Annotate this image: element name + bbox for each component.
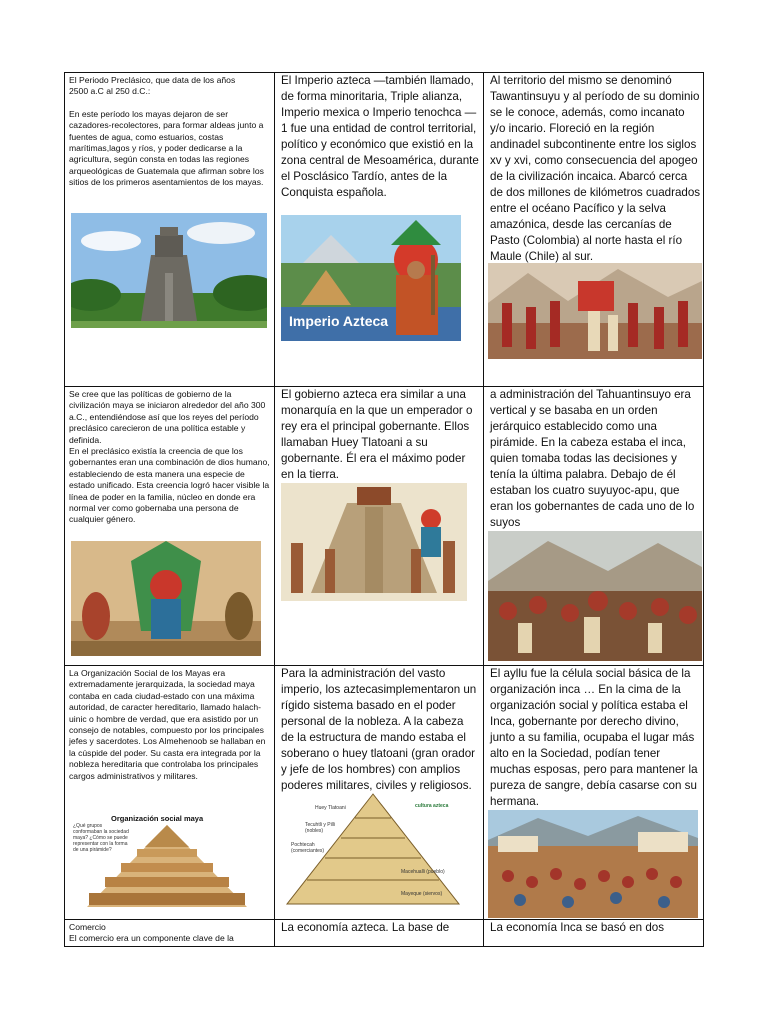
pyramid-level-label: Huey Tlatoani	[315, 805, 346, 811]
tikal-temple-photo	[71, 213, 267, 328]
diagram-question: ¿Qué grupos conformaban la sociedad maya? ¿Cómo se puede representar con la forma de una pirámide?	[73, 823, 129, 853]
aztec-temple-illustration	[281, 483, 467, 601]
cell-text: La economía Inca se basó en dos	[490, 921, 665, 934]
cell-inca-government	[484, 387, 705, 665]
inca-procession-illustration	[488, 263, 702, 359]
maya-ruler-illustration	[71, 541, 261, 656]
pyramid-level-label: Pochtecah (comerciantes)	[291, 842, 325, 854]
maya-social-pyramid-diagram	[71, 811, 267, 915]
cell-text: El Imperio azteca —también llamado, de forma minoritaria, Triple alianza, Imperio mexica o Imperio tenochca —1 fue una entidad de control territorial, político y económico que existió en la zona central de Mesoamérica, durante el Posclásico Tardío, antes de la Conquista española.	[281, 74, 479, 199]
cell-aztec-government	[275, 387, 483, 665]
inca-city-illustration	[488, 810, 698, 918]
cell-maya-social	[65, 666, 274, 919]
pyramid-level-label: Tecuhtli y Pilli (nobles)	[305, 822, 336, 834]
cell-text: Comercio El comercio era un componente clave de la	[69, 922, 234, 944]
aztec-social-pyramid-diagram	[281, 792, 465, 908]
image-caption: Imperio Azteca	[289, 313, 389, 329]
cell-inca-social	[484, 666, 705, 919]
cell-text: La Organización Social de los Mayas era extremadamente jerarquizada, la sociedad maya contaba en cada ciudad-estado con una máxima autoridad, de caracter hereditario, llamado halach-uinic o hombre de verdad, que era asistido por un consejo de notables, compuesto por los principales jefes y sacerdotes. Los Almehenoob se hallaban en la cúspide del poder. Su casta era integrada por la nobleza hereditaria que controlaba los principales cargos administrativos y militares.	[69, 668, 266, 781]
cell-aztec-social	[275, 666, 483, 919]
aztec-empire-illustration	[281, 215, 461, 341]
cell-inca-economy	[484, 920, 705, 948]
pyramid-level-label: Macehualli (pueblo)	[401, 869, 445, 875]
cell-maya-preclassic	[65, 73, 274, 386]
watermark: cultura azteca	[415, 803, 449, 809]
cell-maya-government	[65, 387, 274, 665]
cell-text: El ayllu fue la célula social básica de la organización inca … En la cima de la organización social y política estaba el Inca, gobernante por derecho divino, junto a su familia, ocupaba el lugar más alto en la Sociedad, podían tener muchas esposas, pero para mantener la pureza de sangre, debía casarse con su hermana.	[490, 667, 698, 808]
cell-inca-territory	[484, 73, 705, 386]
cell-text: En este período los mayas dejaron de ser cazadores-recolectores, para formar aldeas junto a fuentes de agua, como estuarios, costas marítimas,lagos y ríos, y poder dedicarse a la agricultura, según consta en todas las regiones arqueológicas de Guatemala que afirman sobre los sitios de los primeros asentamientos de los mayas.	[69, 108, 264, 188]
cell-text: Para la administración del vasto imperio, los aztecasimplementaron un rígido sistema basado en el poder personal de la nobleza. A la cabeza de la estructura de mando estaba el soberano o huey tlatoani (gran orador y jefe de los hombres) con amplios poderes militares, civiles y religiosos.	[281, 667, 477, 792]
cell-maya-commerce	[65, 920, 274, 948]
inca-crowd-illustration	[488, 531, 702, 661]
diagram-title: Organización social maya	[111, 814, 204, 823]
pyramid-level-label: Mayeque (siervos)	[401, 891, 443, 897]
cell-text: El gobierno azteca era similar a una monarquía en la que un emperador o rey era el principal gobernante. Ellos llamaban Huey Tlatoani a su gobernante. Él era el máximo poder en la tierra.	[281, 388, 473, 481]
cell-text: a administración del Tahuantinsuyo era vertical y se basaba en un orden jerárquico establecido como una pirámide. En la cabeza estaba el inca, quien tomaba todas las decisiones y tenía la última palabra. Debajo de él estaban los cuatro suyuyoc-apu, que eran los gobernantes de cada uno de lo suyos	[490, 388, 695, 529]
cell-text: Al territorio del mismo se denominó Tawantinsuyu y al período de su dominio se le conoce, además, como incanato y/o incario. Floreció en la región andinadel subcontinente entre los siglos xv y xvi, como consecuencia del apogeo de la civilización incaica. Abarcó cerca de dos millones de kilómetros cuadrados entre el océano Pacífico y la selva amazónica, desde las cercanías de Pasto (Colombia) al norte hasta el río Maule (Chile) al sur.	[490, 74, 701, 263]
cell-text: Se cree que las políticas de gobierno de la civilización maya se iniciaron alrededor del año 300 a.C., entendiéndose así que los reyes del período preclásico carecieron de una política estable y definida. En el preclásico existía la creencia de que los gobernantes eran una combinación de dios humano, estableciendo de esta manera una especie de estado unificado. Esta creencia logró hacer visible la línea de poder en la familia, núcleo en donde era normal ver como gobernaba una persona de cualquier género.	[69, 389, 270, 525]
comparison-table	[64, 72, 704, 947]
cell-text: La economía azteca. La base de	[281, 921, 450, 934]
cell-heading: El Periodo Preclásico, que data de los años 2500 a.C al 250 d.C.:	[69, 75, 236, 97]
cell-aztec-empire	[275, 73, 483, 386]
cell-aztec-economy	[275, 920, 483, 948]
